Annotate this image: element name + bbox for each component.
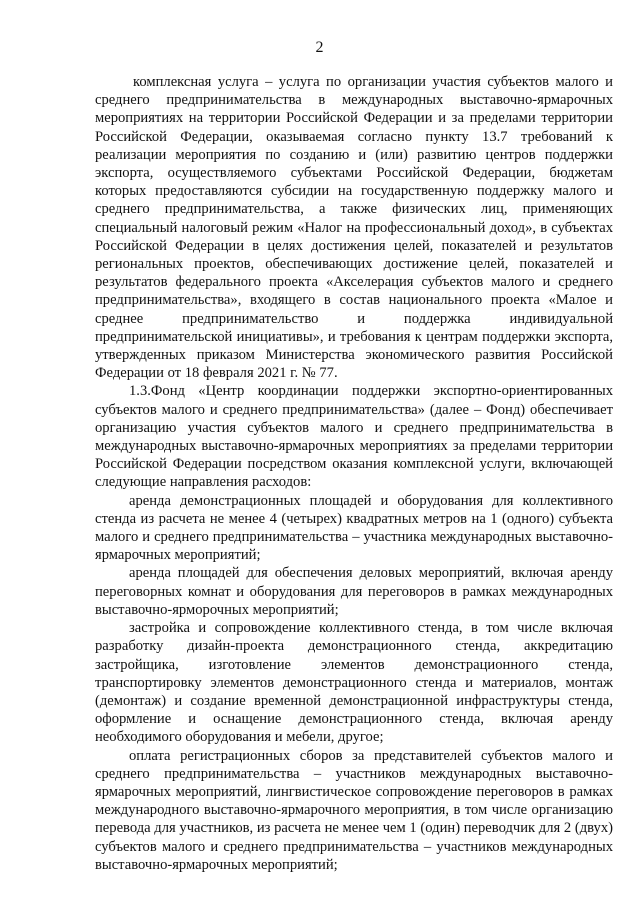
paragraph-definition: комплексная услуга – услуга по организации участия субъектов малого и среднего предпринимательства в международных выставочно-ярмарочных мероприятиях на территории Российской Федерации и за пределами территории Российской Федерации, оказываемая согласно пункту 13.7 требований к реализации мероприятия по созданию и (или) развитию центров поддержки экспорта, осуществляемого субъектами Российской Федерации, бюджетам которых предоставляются субсидии на государственную поддержку малого и среднего предпринимательства, а также физических лиц, применяющих специальный налоговый режим «Налог на профессиональный доход», в субъектах Российской Федерации в целях достижения целей, показателей и результатов региональных проектов, обеспечивающих достижение целей, показателей и результатов федерального проекта «Акселерация субъектов малого и среднего предпринимательства», входящего в состав национального проекта «Малое и среднее предпринимательство и поддержка индивидуальной предпринимательской инициативы», и требования к центрам поддержки экспорта, утвержденных приказом Министерства экономического развития Российской Федерации от 18 февраля 2021 г. № 77. [95, 74, 613, 382]
document-body [95, 73, 613, 874]
paragraph-expense-registration-fees: оплата регистрационных сборов за представителей субъектов малого и среднего предпринимательства – участников международных выставочно-ярмарочных мероприятий, лингвистическое сопровождение переговоров в рамках международного выставочно-ярмарочного мероприятия, в том числе организацию перевода для участников, из расчета не менее чем 1 (один) переводчик для 2 (двух) субъектов малого и среднего предпринимательства – участников международных выставочно-ярмарочных мероприятий; [95, 747, 613, 873]
paragraph-clause-1-3: 1.3.Фонд «Центр координации поддержки экспортно-ориентированных субъектов малого и среднего предпринимательства» (далее – Фонд) обеспечивает организацию участия субъектов малого и среднего предпринимательства в международных выставочно-ярмарочных мероприятиях за пределами территории Российской Федерации посредством оказания комплексной услуги, включающей следующие направления расходов: [95, 383, 613, 491]
paragraph-expense-stand-rental: аренда демонстрационных площадей и оборудования для коллективного стенда из расчета не менее 4 (четырех) квадратных метров на 1 (одного) субъекта малого и среднего предпринимательства – участника международных выставочно-ярмарочных мероприятий; [95, 492, 613, 564]
paragraph-expense-business-space: аренда площадей для обеспечения деловых мероприятий, включая аренду переговорных комнат и оборудования для переговоров в рамках международных выставочно-ярморочных мероприятий; [95, 565, 613, 618]
page-number: 2 [315, 39, 324, 56]
paragraph-expense-stand-construction: застройка и сопровождение коллективного стенда, в том числе включая разработку дизайн-проекта демонстрационного стенда, аккредитацию застройщика, изготовление элементов демонстрационного стенда, транспортировку элементов демонстрационного стенда и материалов, монтаж (демонтаж) и создание временной демонстрационной инфраструктуры стенда, оформление и оснащение демонстрационного стенда, включая аренду необходимого оборудования и мебели, другое; [95, 620, 613, 746]
